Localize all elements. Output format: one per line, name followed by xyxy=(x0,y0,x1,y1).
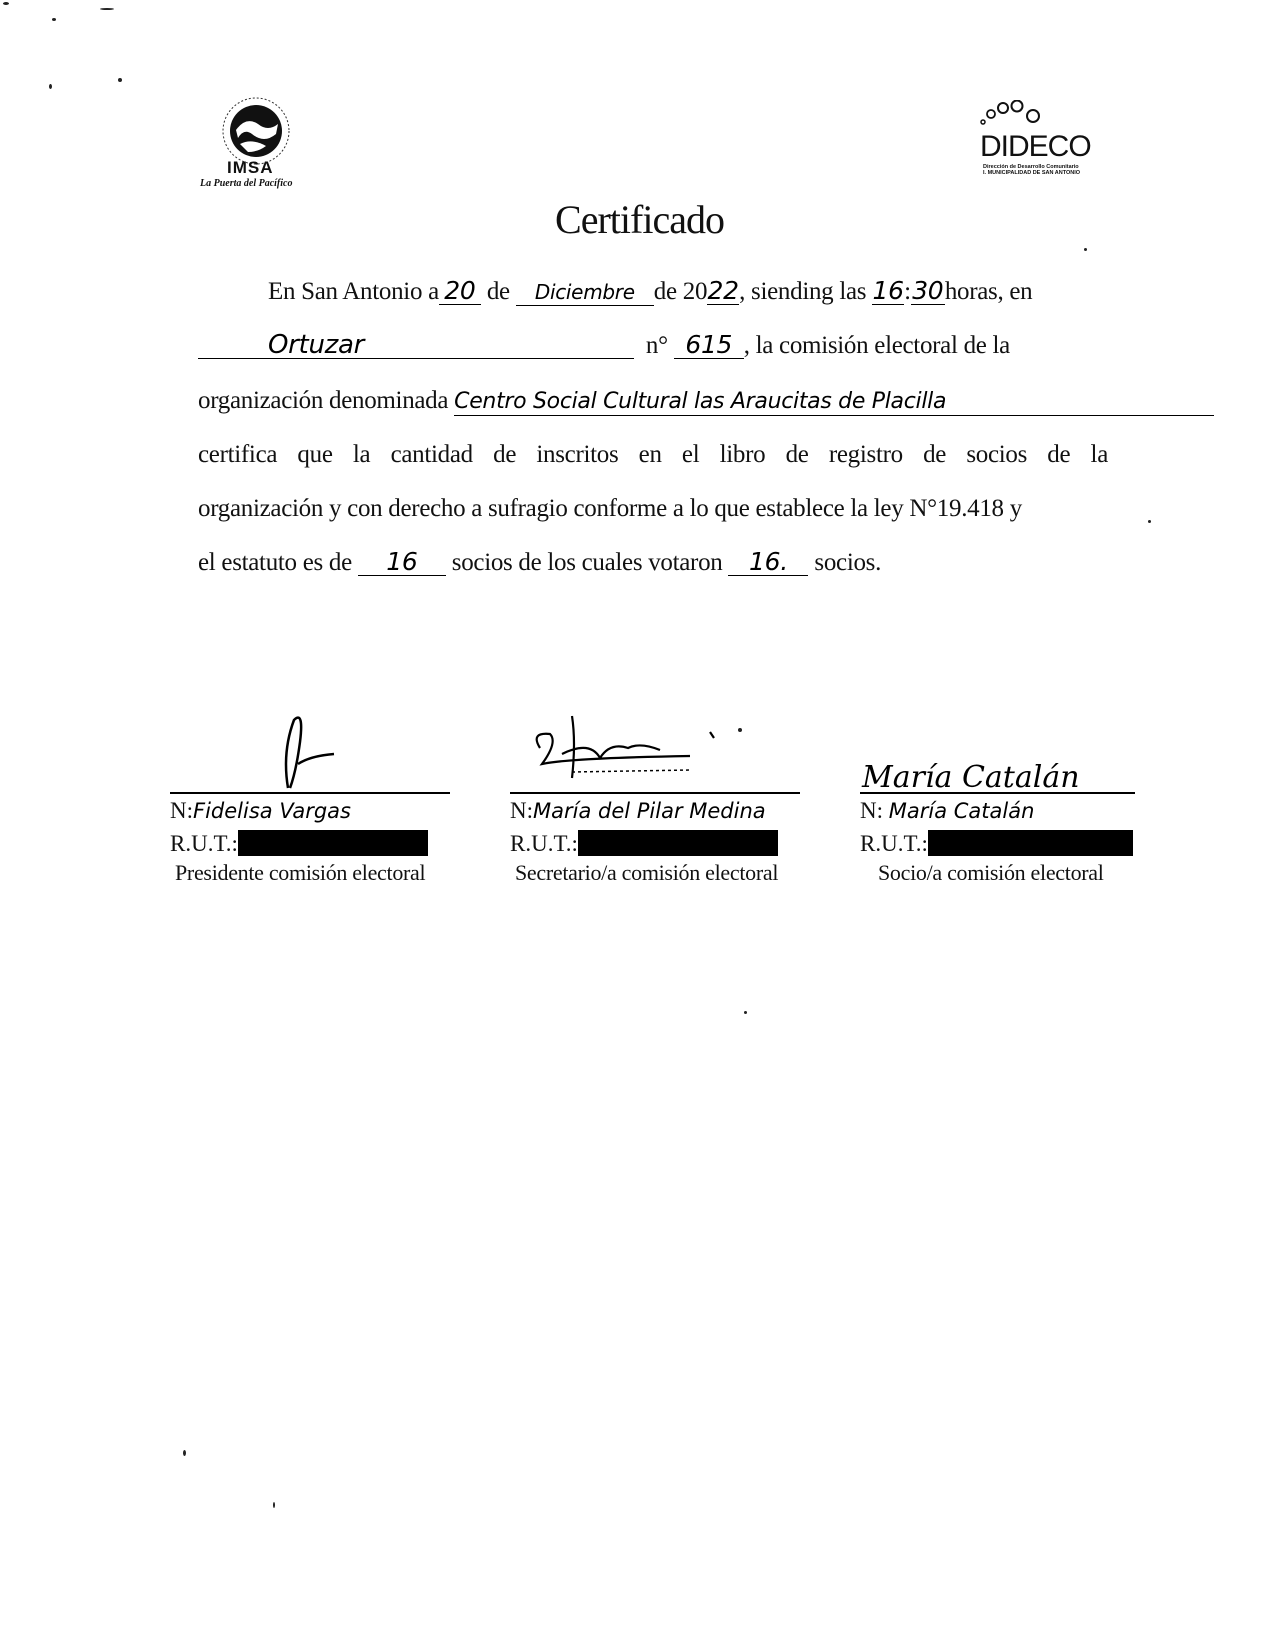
imsa-tagline: La Puerta del Pacífico xyxy=(200,178,293,189)
text: : xyxy=(904,278,911,305)
scan-speck xyxy=(100,8,114,10)
body-line-6 xyxy=(198,549,881,577)
imsa-name: IMSA xyxy=(227,158,274,177)
hour-field: 16 xyxy=(872,276,904,305)
secretary-rut xyxy=(510,830,778,857)
month-field: Diciembre xyxy=(516,279,654,306)
member-name xyxy=(860,798,1034,824)
secretary-name xyxy=(510,798,766,824)
signature-line xyxy=(170,792,450,794)
scan-speck xyxy=(744,1011,747,1014)
votaron-count-field: 16. xyxy=(728,549,808,576)
president-role: Presidente comisión electoral xyxy=(175,860,426,885)
scan-speck xyxy=(273,1502,275,1508)
scan-speck xyxy=(118,78,122,82)
body-line-5: organización y con derecho a sufragio conforme a lo que establece la ley N°19.418 y xyxy=(198,495,1022,522)
dideco-subtitle-line: I. MUNICIPALIDAD DE SAN ANTONIO xyxy=(983,170,1081,176)
minute-field: 30 xyxy=(912,276,944,305)
scan-speck xyxy=(3,2,9,5)
rut-label: R.U.T.: xyxy=(510,831,578,856)
text: el estatuto es de xyxy=(198,549,352,576)
member-role: Socio/a comisión electoral xyxy=(878,860,1104,885)
president-signature xyxy=(170,712,470,792)
dideco-name: DIDECO xyxy=(980,130,1091,163)
street-field: Ortuzar xyxy=(198,332,634,359)
scan-speck xyxy=(183,1450,186,1456)
body-line-2 xyxy=(198,332,1010,360)
scan-speck xyxy=(1084,248,1087,251)
signature-line xyxy=(860,792,1135,794)
signature-block-member xyxy=(860,712,1160,892)
name-label: N: xyxy=(170,798,193,823)
inscritos-count-field: 16 xyxy=(358,549,446,576)
rut-label: R.U.T.: xyxy=(170,831,238,856)
number-field: 615 xyxy=(674,332,744,359)
member-signature: María Catalán xyxy=(862,760,1080,795)
name-value: María del Pilar Medina xyxy=(533,799,766,823)
scan-speck xyxy=(52,18,56,21)
text: , la comisión electoral de la xyxy=(743,332,1010,359)
dideco-subtitle-line: Dirección de Desarrollo Comunitario xyxy=(983,164,1079,170)
text: de 20 xyxy=(653,278,708,305)
scan-speck xyxy=(1148,520,1151,523)
page-title: Certificado xyxy=(555,197,724,242)
president-name xyxy=(170,798,351,824)
member-rut xyxy=(860,830,1133,857)
name-label: N: xyxy=(860,798,883,823)
text: En San Antonio a xyxy=(268,278,439,305)
name-value: Fidelisa Vargas xyxy=(193,799,351,823)
dideco-circles-icon xyxy=(977,100,1057,128)
body-line-4: certifica que la cantidad de inscritos en el libro de registro de socios de la xyxy=(198,441,1108,468)
organization-name-field: Centro Social Cultural las Araucitas de Placilla xyxy=(454,389,1214,416)
signature-block-president xyxy=(170,712,470,892)
secretary-role: Secretario/a comisión electoral xyxy=(515,860,779,885)
imsa-emblem-icon xyxy=(200,86,310,166)
redacted-rut xyxy=(578,830,778,856)
day-field: 20 xyxy=(439,278,481,305)
name-label: N: xyxy=(510,798,533,823)
scan-speck xyxy=(49,84,52,89)
text: de xyxy=(486,278,510,305)
text: , siending las xyxy=(739,278,867,305)
signature-line xyxy=(510,792,800,794)
body-line-3 xyxy=(198,387,1214,416)
text: n° xyxy=(645,332,668,359)
text: horas, en xyxy=(944,278,1033,305)
dideco-subtitle xyxy=(983,164,1103,176)
secretary-signature xyxy=(510,712,810,792)
name-value: María Catalán xyxy=(888,799,1035,823)
text: socios de los cuales votaron xyxy=(451,549,723,576)
text: organización denominada xyxy=(198,387,449,414)
imsa-logo xyxy=(200,86,310,196)
redacted-rut xyxy=(928,830,1133,856)
body-line-1 xyxy=(268,278,1032,306)
text: socios. xyxy=(814,549,882,576)
redacted-rut xyxy=(238,830,428,856)
signature-block-secretary xyxy=(510,712,810,892)
president-rut xyxy=(170,830,428,857)
rut-label: R.U.T.: xyxy=(860,831,928,856)
dideco-logo xyxy=(975,100,1110,190)
year-field: 22 xyxy=(707,276,739,305)
